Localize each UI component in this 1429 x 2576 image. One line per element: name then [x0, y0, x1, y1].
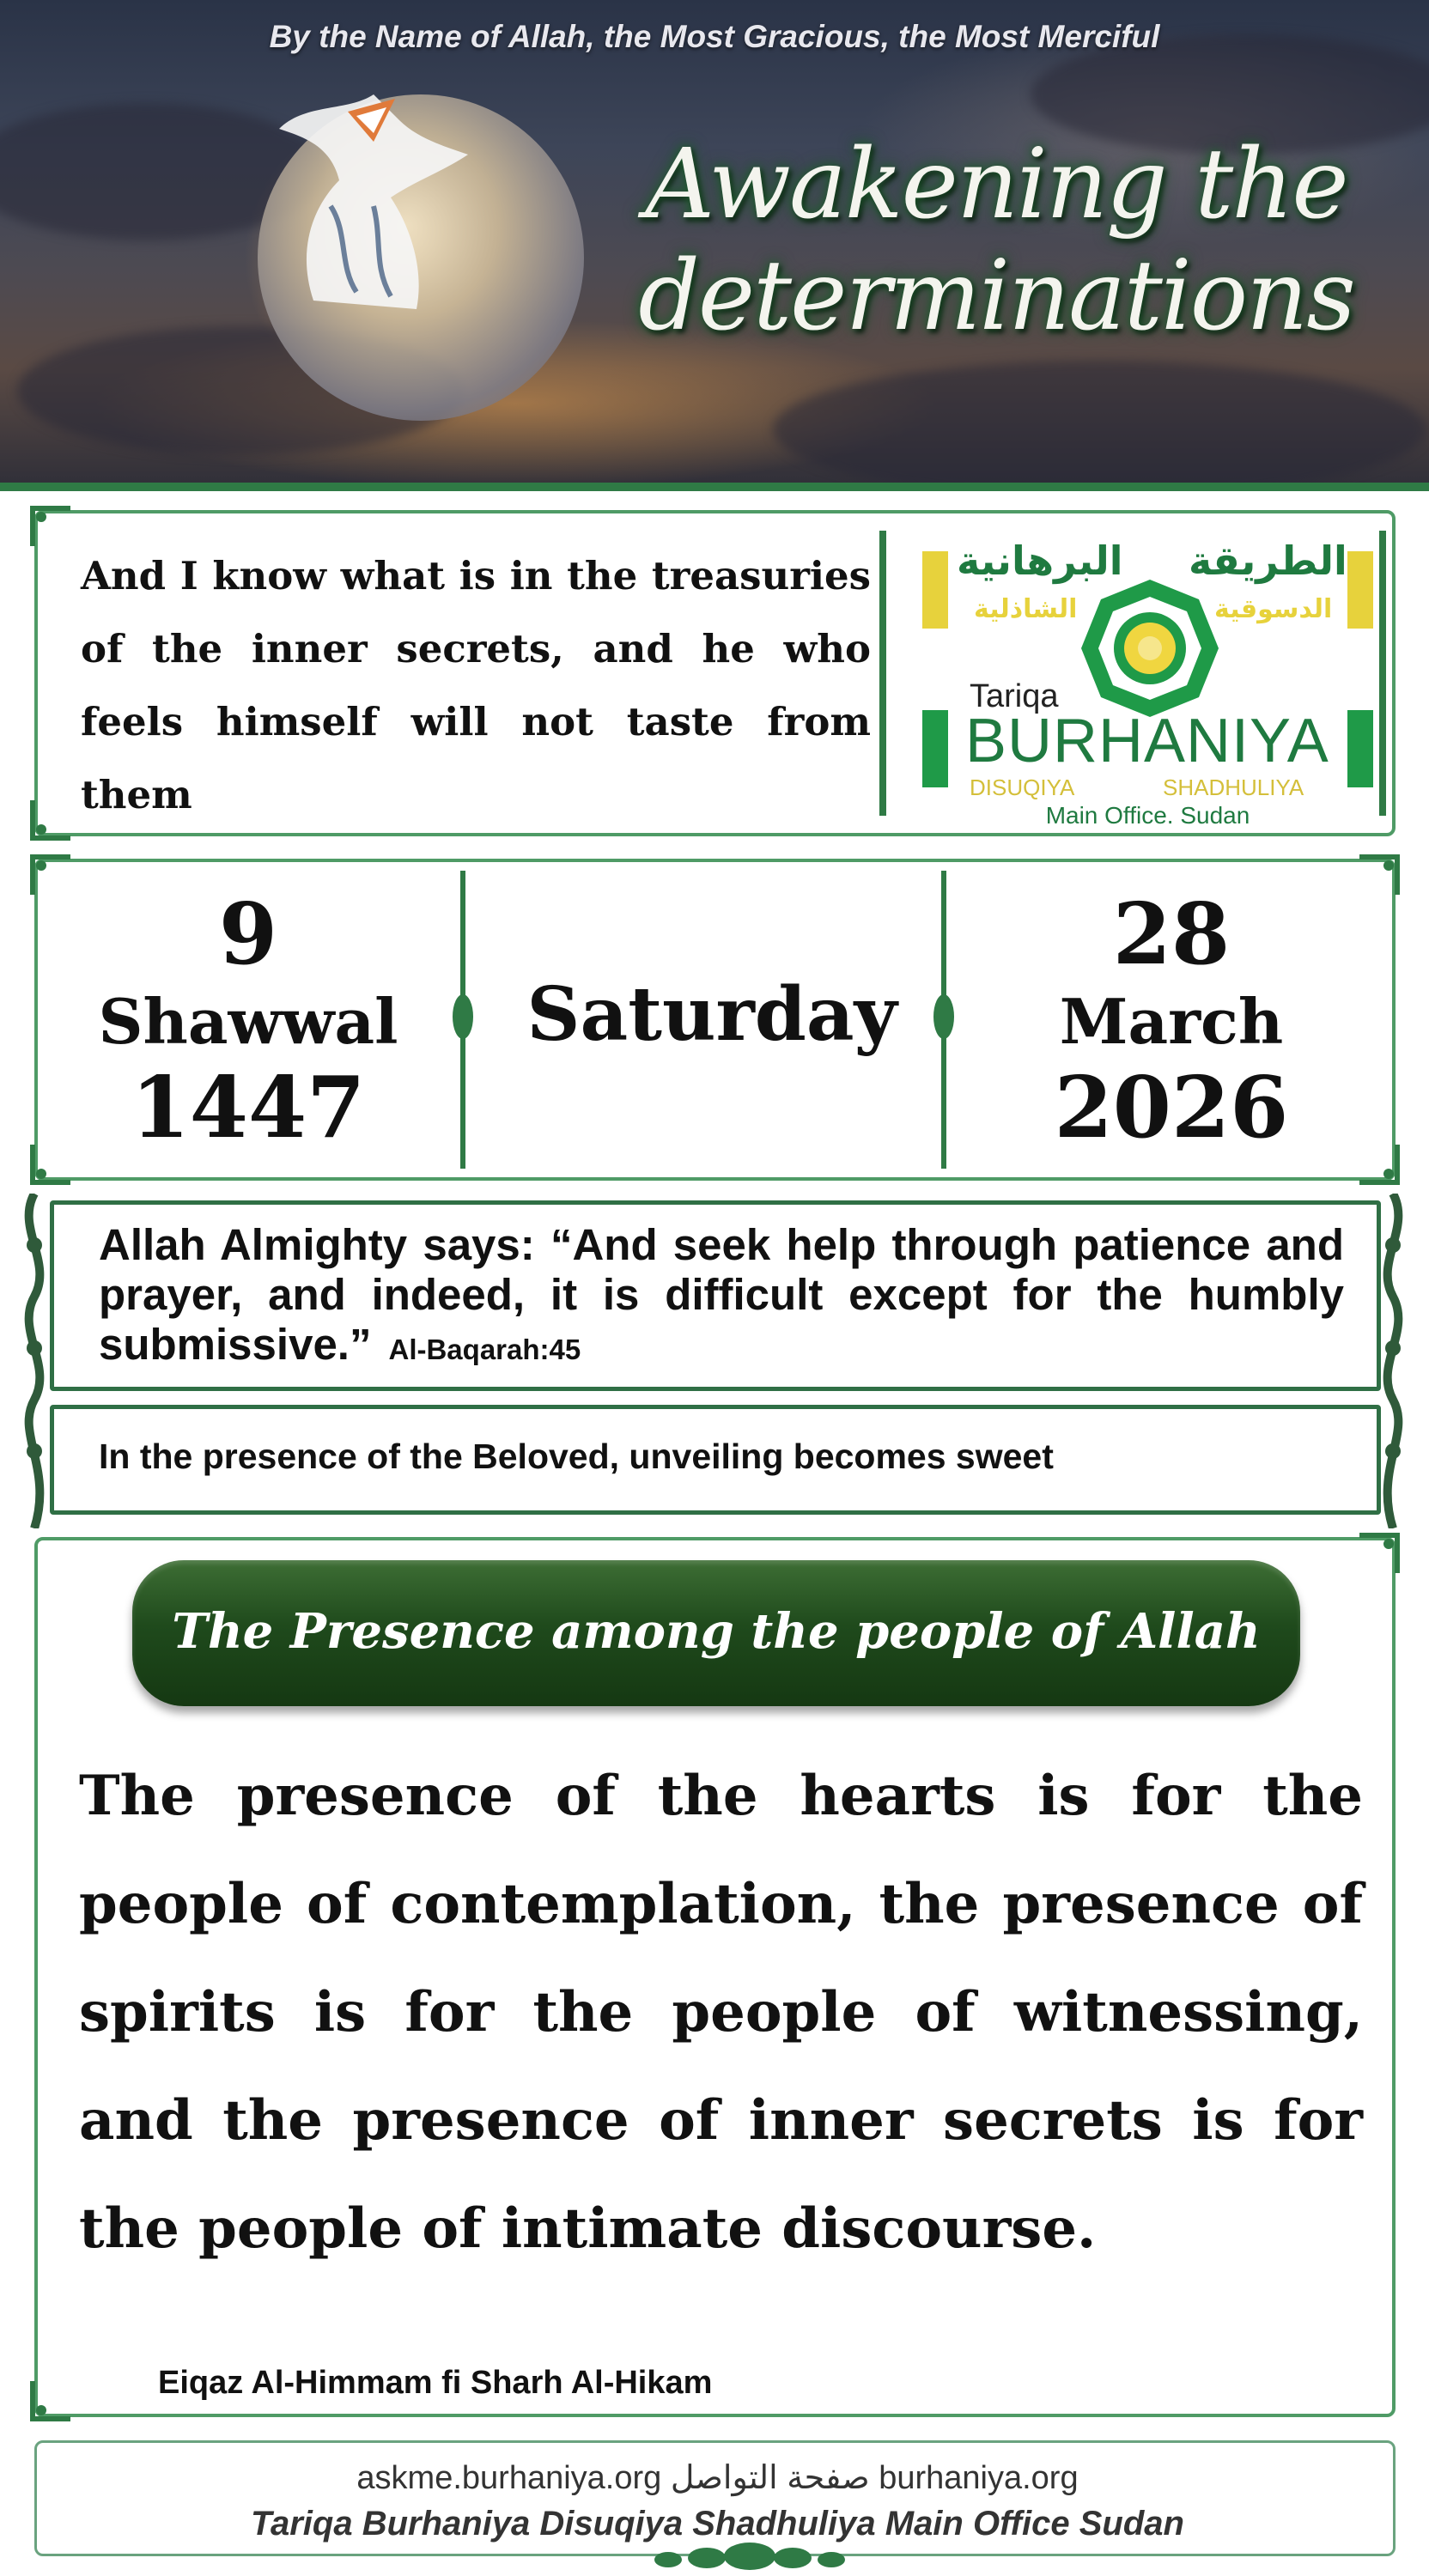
- corner-ornament-icon: [29, 505, 74, 550]
- weekday: [480, 972, 944, 1058]
- logo-bar-green: [922, 710, 948, 787]
- teaching-source: Eiqaz Al-Himmam fi Sharh Al-Hikam: [158, 2365, 713, 2401]
- footer-links: askme.burhaniya.org صفحة التواصل burhaniya.org: [356, 2460, 1079, 2496]
- basmala-text: By the Name of Allah, the Most Gracious, the Most Merciful: [269, 19, 1160, 54]
- footer-ornament-icon: [638, 2539, 861, 2573]
- greg-day: 28: [1112, 885, 1231, 984]
- banner-title-line2: determinations: [638, 240, 1354, 352]
- banner-title-line1: Awakening the: [645, 129, 1347, 240]
- logo-bar-green: [1347, 710, 1373, 787]
- logo-tariqa: Tariqa: [970, 678, 1059, 714]
- verse-reference: Al-Baqarah:45: [388, 1334, 581, 1365]
- footer-organization: Tariqa Burhaniya Disuqiya Shadhuliya Main Office Sudan: [251, 2505, 1184, 2543]
- cloud-shape: [773, 361, 1426, 491]
- dervish-figure-icon: [245, 77, 502, 326]
- hijri-day: 9: [218, 885, 278, 984]
- quote-box: [34, 510, 1396, 836]
- teaching-box: [34, 1537, 1396, 2417]
- corner-ornament-icon: [29, 2378, 74, 2422]
- corner-ornament-icon: [29, 797, 74, 841]
- logo-arabic-left-small: الشاذلية: [974, 594, 1078, 624]
- knot-ornament-icon: [451, 991, 475, 1042]
- hijri-date: [46, 885, 450, 1157]
- logo-arabic-right: الطريقة: [1189, 538, 1347, 584]
- logo-bar-yellow: [922, 551, 948, 629]
- vertical-divider: [879, 531, 886, 816]
- hijri-month: Shawwal: [98, 985, 398, 1058]
- greg-year: 2026: [1054, 1059, 1289, 1157]
- teaching-heading: The Presence among the people of Allah: [172, 1603, 1261, 1660]
- banner-title: [635, 129, 1357, 352]
- verse-text: [99, 1220, 1344, 1375]
- saying-box: [50, 1405, 1381, 1515]
- quote-text: And I know what is in the treasuries of the inner secrets, and he who feels himself will not taste from them: [81, 553, 871, 817]
- verse-body: Allah Almighty says: “And seek help through patience and prayer, and indeed, it is difficult except for the humbly submissive.”: [99, 1220, 1344, 1369]
- octagon-emblem-icon: [1077, 575, 1223, 721]
- corner-ornament-icon: [1356, 1532, 1401, 1577]
- logo-burhaniya: BURHANIYA: [965, 707, 1329, 775]
- logo-bar-yellow: [1347, 551, 1373, 629]
- vine-ornament-icon: [15, 1194, 53, 1528]
- saying-text: In the presence of the Beloved, unveiling becomes sweet: [99, 1437, 1054, 1476]
- header-banner: [0, 0, 1429, 491]
- footer-box: [34, 2440, 1396, 2556]
- greg-month: March: [1059, 985, 1284, 1058]
- weekday-label: Saturday: [526, 971, 897, 1058]
- gregorian-date: [957, 885, 1386, 1157]
- logo-office: Main Office. Sudan: [1045, 802, 1250, 829]
- date-box: [34, 859, 1396, 1181]
- teaching-heading-banner: [132, 1560, 1300, 1706]
- knot-ornament-icon: [932, 991, 956, 1042]
- tariqa-logo: [905, 526, 1390, 829]
- teaching-body: The presence of the hearts is for the people of contemplation, the presence of spirits is for the people of witnessing, and the presence of inner secrets is for the people of intimate discourse.: [79, 1764, 1363, 2261]
- logo-arabic-right-small: الدسوقية: [1214, 594, 1333, 624]
- logo-disuqiya: DISUQIYA: [970, 775, 1075, 800]
- verse-box: [50, 1200, 1381, 1391]
- hijri-year: 1447: [131, 1059, 366, 1157]
- logo-arabic-left: البرهانية: [957, 538, 1123, 584]
- logo-shadhuliya: SHADHULIYA: [1163, 775, 1304, 800]
